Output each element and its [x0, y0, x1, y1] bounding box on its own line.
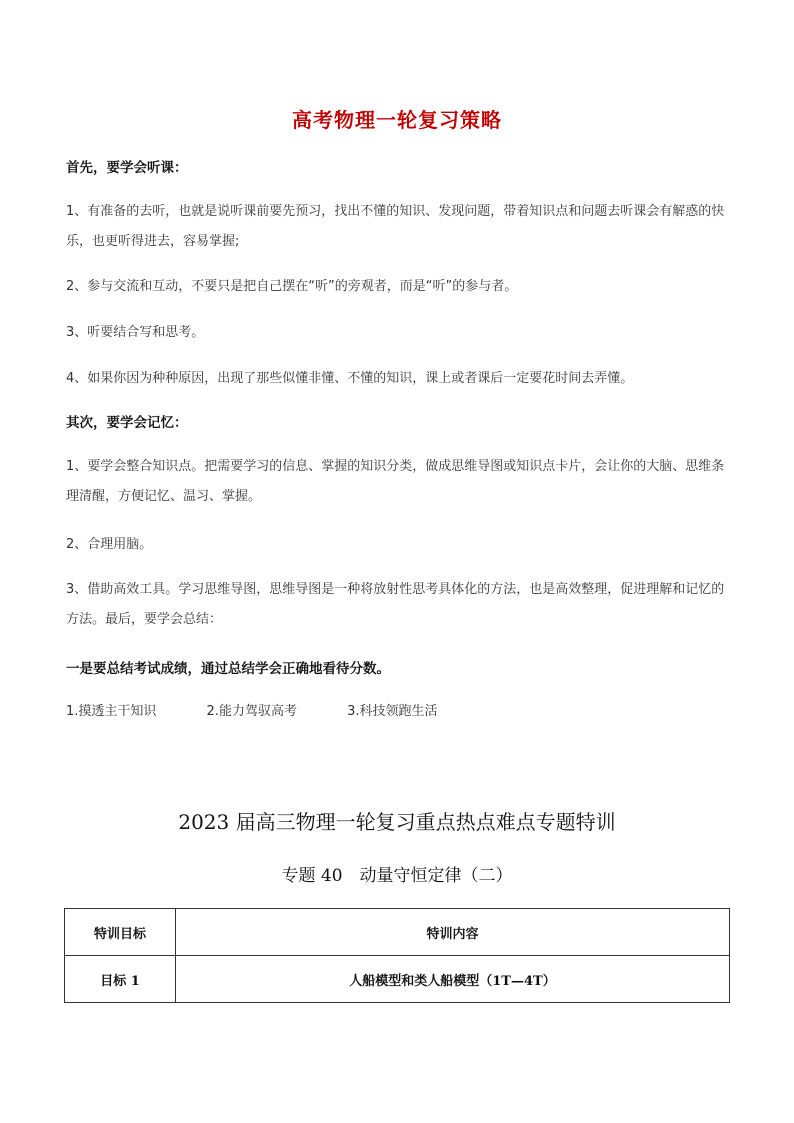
- paragraph: 3、借助高效工具。学习思维导图，思维导图是一种将放射性思考具体化的方法，也是高效整理，促进理解和记忆的方法。最后，要学会总结：: [66, 582, 725, 627]
- table-header-cell: 特训内容: [176, 909, 730, 956]
- section-heading-listening: 首先，要学会听课：: [66, 160, 188, 176]
- topic-subtitle: 专题 40 动量守恒定律（二）: [281, 866, 513, 886]
- paragraph: 3、听要结合写和思考。: [66, 325, 205, 340]
- training-table: [64, 908, 730, 1003]
- slogan-item: 3.科技领跑生活: [347, 704, 438, 719]
- section-heading-memory: 其次，要学会记忆：: [66, 415, 188, 431]
- table-cell: 目标 1: [65, 956, 176, 1003]
- table-header-cell: 特训目标: [65, 909, 176, 956]
- table-header-row: [65, 909, 730, 956]
- paragraph: 4、如果你因为种种原因，出现了那些似懂非懂、不懂的知识，课上或者课后一定要花时间去弄懂。: [66, 371, 634, 386]
- table-cell: 人船模型和类人船模型（1T—4T）: [176, 956, 730, 1003]
- paragraph: 1、有准备的去听，也就是说听课前要先预习，找出不懂的知识、发现问题，带着知识点和问题去听课会有解惑的快乐，也更听得进去，容易掌握;: [66, 204, 725, 249]
- slogan-items: [66, 700, 484, 719]
- document-title: 高考物理一轮复习策略: [292, 108, 502, 132]
- table-row: [65, 956, 730, 1003]
- special-training-title: 2023 届高三物理一轮复习重点热点难点专题特训: [178, 810, 616, 834]
- paragraph: 1、要学会整合知识点。把需要学习的信息、掌握的知识分类，做成思维导图或知识点卡片，会让你的大脑、思维条理清醒，方便记忆、温习、掌握。: [66, 459, 725, 504]
- paragraph: 2、合理用脑。: [66, 537, 153, 552]
- slogan-item: 1.摸透主干知识: [66, 704, 157, 719]
- slogan-item: 2.能力驾驭高考: [206, 704, 297, 719]
- paragraph: 2、参与交流和互动，不要只是把自己摆在“听”的旁观者，而是“听”的参与者。: [66, 279, 518, 294]
- summary-line: 一是要总结考试成绩，通过总结学会正确地看待分数。: [66, 661, 390, 677]
